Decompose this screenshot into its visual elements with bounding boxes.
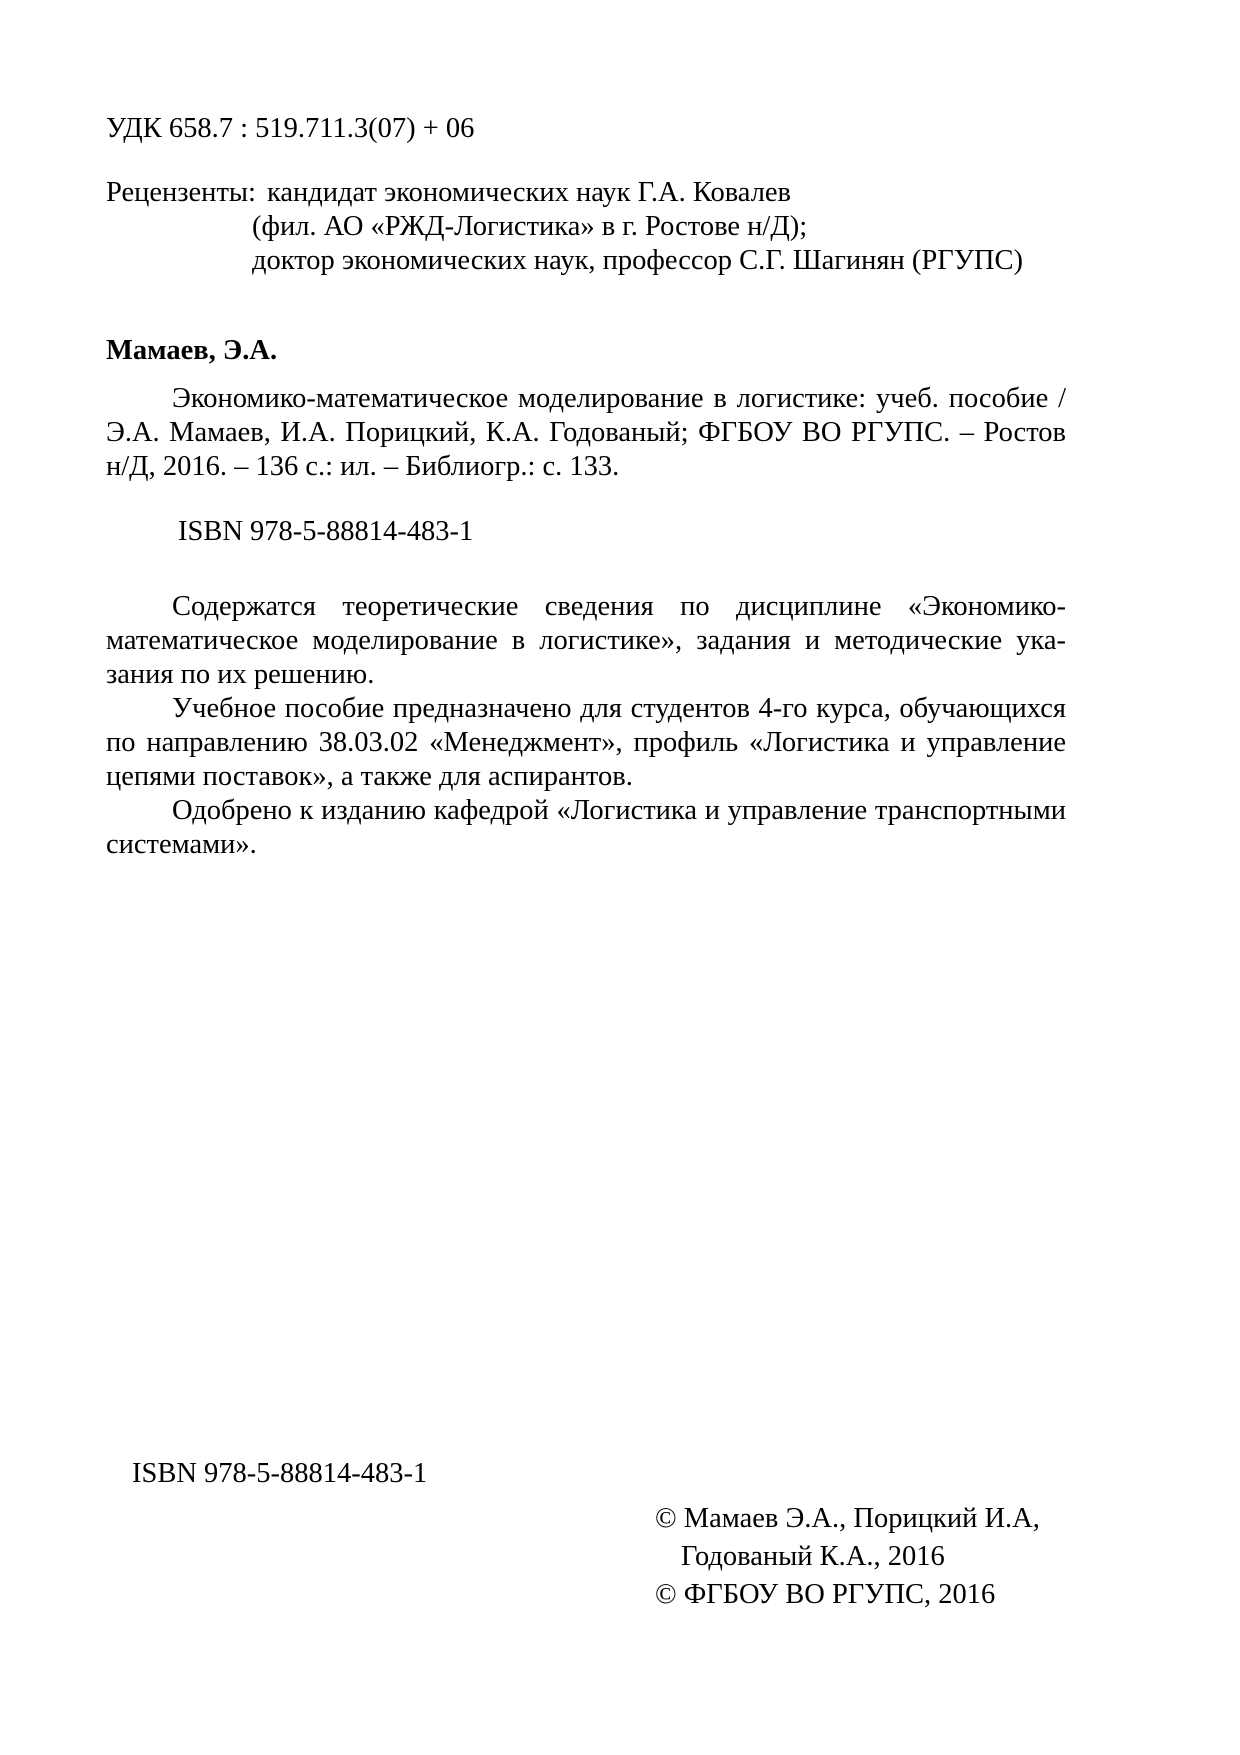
- udc-code: УДК 658.7 : 519.711.3(07) + 06: [106, 113, 475, 144]
- reviewers-first-line: [106, 176, 1116, 210]
- reviewers-block: [106, 176, 1116, 278]
- copyright-authors-line-2: Годованый К.А., 2016: [681, 1541, 945, 1572]
- author-heading: Мамаев, Э.А.: [106, 335, 278, 366]
- reviewer-1-affiliation: (фил. АО «РЖД-Логистика» в г. Ростове н/Д);: [252, 211, 808, 242]
- copyright-publisher: © ФГБОУ ВО РГУПС, 2016: [655, 1579, 996, 1610]
- reviewer-1: кандидат экономических наук Г.А. Ковалев: [266, 177, 792, 208]
- bibliographic-description: Экономико-математическое моделирование в логистике: учеб. пособие / Э.А. Мамаев, И.А. Порицкий, К.А. Годованый; ФГБОУ ВО РГУПС. – Ростов н/Д, 2016. – 136 с.: ил. – Библиогр.: с. 133.: [106, 383, 1066, 482]
- copyright-block: [655, 1500, 1040, 1614]
- abstract-block: [106, 590, 1066, 862]
- reviewers-label: Рецензенты:: [106, 177, 256, 208]
- abstract-paragraph-contents: Содержатся теоретические сведения по дисциплине «Экономико-математическое моделирование в логистике», задания и методические указания по их решению.: [106, 591, 1066, 690]
- abstract-paragraph-approval: Одобрено к изданию кафедрой «Логистика и управление транспортными системами».: [106, 795, 1066, 860]
- isbn-bottom: ISBN 978-5-88814-483-1: [132, 1458, 428, 1489]
- copyright-authors-line-1: © Мамаев Э.А., Порицкий И.А,: [655, 1503, 1040, 1534]
- isbn-top: ISBN 978-5-88814-483-1: [178, 516, 474, 547]
- abstract-paragraph-audience: Учебное пособие предназначено для студентов 4-го курса, обучающихся по направлению 38.03.02 «Менеджмент», профиль «Логистика и управление цепями поставок», а также для аспирантов.: [106, 693, 1066, 792]
- reviewer-2: доктор экономических наук, профессор С.Г. Шагинян (РГУПС): [252, 245, 1023, 276]
